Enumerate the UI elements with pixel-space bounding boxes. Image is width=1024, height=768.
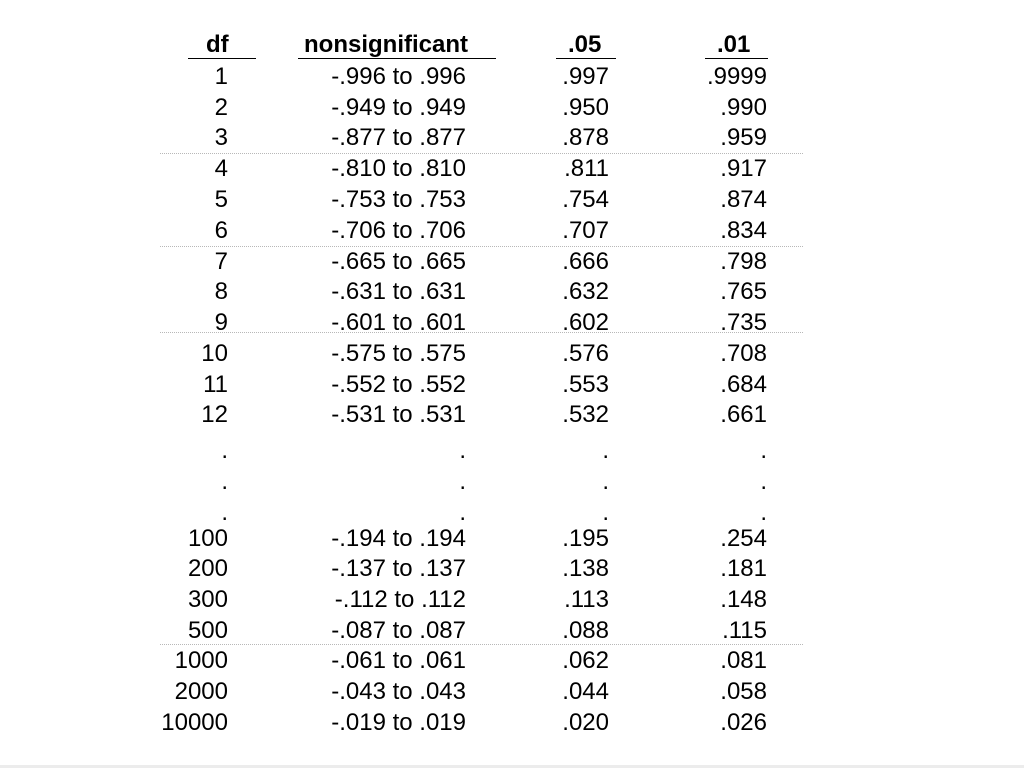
- cell-p01: .115: [722, 617, 767, 644]
- cell-p01: .9999: [706, 63, 767, 90]
- cell-df: 11: [203, 371, 228, 398]
- cell-p01: .254: [720, 525, 767, 552]
- cell-p01: .990: [720, 94, 767, 121]
- cell-p01: .959: [720, 124, 767, 151]
- cell-p01: .765: [720, 278, 767, 305]
- cell-p01: .081: [720, 647, 767, 674]
- cell-df: 12: [201, 401, 228, 428]
- cell-p01: .735: [720, 309, 767, 336]
- cell-df: 10: [201, 340, 228, 367]
- cell-nonsignificant: -.706 to .706: [331, 217, 466, 244]
- cell-p01: .181: [720, 555, 767, 582]
- cell-p05: .707: [562, 217, 609, 244]
- cell-p01: .026: [720, 709, 767, 736]
- cell-nonsignificant: -.137 to .137: [331, 555, 466, 582]
- cell-nonsignificant: -.753 to .753: [331, 186, 466, 213]
- group-separator: [160, 644, 803, 645]
- cell-p05: .: [602, 468, 609, 495]
- cell-p05: .113: [564, 586, 609, 613]
- cell-nonsignificant: -.665 to .665: [331, 248, 466, 275]
- cell-p05: .878: [562, 124, 609, 151]
- cell-nonsignificant: -.601 to .601: [331, 309, 466, 336]
- cell-nonsignificant: -.194 to .194: [331, 525, 466, 552]
- header-underline-nonsignificant: [298, 58, 496, 59]
- cell-p05: .088: [562, 617, 609, 644]
- header-nonsignificant: nonsignificant: [304, 31, 468, 58]
- cell-p01: .148: [720, 586, 767, 613]
- cell-p05: .: [602, 437, 609, 464]
- cell-nonsignificant: .: [459, 499, 466, 526]
- cell-nonsignificant: -.949 to .949: [331, 94, 466, 121]
- cell-nonsignificant: -.575 to .575: [331, 340, 466, 367]
- cell-df: 2: [214, 94, 228, 121]
- cell-df: 6: [214, 217, 228, 244]
- cell-p05: .532: [562, 401, 609, 428]
- cell-df: 100: [187, 525, 228, 552]
- header-df: df: [206, 31, 229, 58]
- header-p01: .01: [717, 31, 751, 58]
- cell-df: 1: [214, 63, 228, 90]
- cell-df: 1000: [174, 647, 228, 674]
- cell-nonsignificant: -.877 to .877: [331, 124, 466, 151]
- cell-df: .: [221, 468, 228, 495]
- header-underline-p01: [705, 58, 768, 59]
- cell-nonsignificant: .: [459, 437, 466, 464]
- cell-df: .: [221, 437, 228, 464]
- header-underline-df: [188, 58, 256, 59]
- cell-p01: .874: [720, 186, 767, 213]
- cell-df: 9: [214, 309, 228, 336]
- cell-df: 3: [214, 124, 228, 151]
- group-separator: [160, 153, 803, 154]
- cell-p01: .661: [720, 401, 767, 428]
- cell-p05: .: [602, 499, 609, 526]
- cell-df: 7: [214, 248, 228, 275]
- cell-p01: .058: [720, 678, 767, 705]
- cell-nonsignificant: -.019 to .019: [331, 709, 466, 736]
- cell-df: 2000: [174, 678, 228, 705]
- cell-nonsignificant: -.531 to .531: [331, 401, 466, 428]
- cell-p05: .044: [562, 678, 609, 705]
- cell-p05: .811: [564, 155, 609, 182]
- header-underline-p05: [556, 58, 616, 59]
- cell-p05: .602: [562, 309, 609, 336]
- cell-nonsignificant: -.043 to .043: [331, 678, 466, 705]
- cell-p01: .708: [720, 340, 767, 367]
- cell-p05: .020: [562, 709, 609, 736]
- cell-p05: .138: [562, 555, 609, 582]
- cell-p05: .666: [562, 248, 609, 275]
- cell-p01: .: [760, 499, 767, 526]
- cell-p05: .062: [562, 647, 609, 674]
- cell-p05: .553: [562, 371, 609, 398]
- cell-p05: .754: [562, 186, 609, 213]
- cell-nonsignificant: -.552 to .552: [331, 371, 466, 398]
- cell-nonsignificant: -.112 to .112: [334, 586, 466, 613]
- cell-nonsignificant: -.087 to .087: [331, 617, 466, 644]
- cell-p01: .798: [720, 248, 767, 275]
- cell-nonsignificant: -.061 to .061: [331, 647, 466, 674]
- cell-p05: .195: [562, 525, 609, 552]
- cell-p01: .834: [720, 217, 767, 244]
- cell-p05: .576: [562, 340, 609, 367]
- cell-nonsignificant: .: [459, 468, 466, 495]
- cell-p01: .: [760, 437, 767, 464]
- cell-df: 5: [214, 186, 228, 213]
- cell-p05: .632: [562, 278, 609, 305]
- group-separator: [160, 246, 803, 247]
- cell-nonsignificant: -.996 to .996: [331, 63, 466, 90]
- cell-p05: .997: [562, 63, 609, 90]
- header-p05: .05: [568, 31, 602, 58]
- cell-df: 10000: [161, 709, 228, 736]
- cell-nonsignificant: -.631 to .631: [331, 278, 466, 305]
- cell-p01: .: [760, 468, 767, 495]
- cell-df: 300: [187, 586, 228, 613]
- cell-p01: .684: [720, 371, 767, 398]
- cell-p01: .917: [720, 155, 767, 182]
- cell-df: .: [221, 499, 228, 526]
- cell-df: 4: [214, 155, 228, 182]
- cell-df: 8: [214, 278, 228, 305]
- cell-p05: .950: [562, 94, 609, 121]
- cell-df: 500: [187, 617, 228, 644]
- cell-nonsignificant: -.810 to .810: [331, 155, 466, 182]
- group-separator: [160, 332, 803, 333]
- cell-df: 200: [187, 555, 228, 582]
